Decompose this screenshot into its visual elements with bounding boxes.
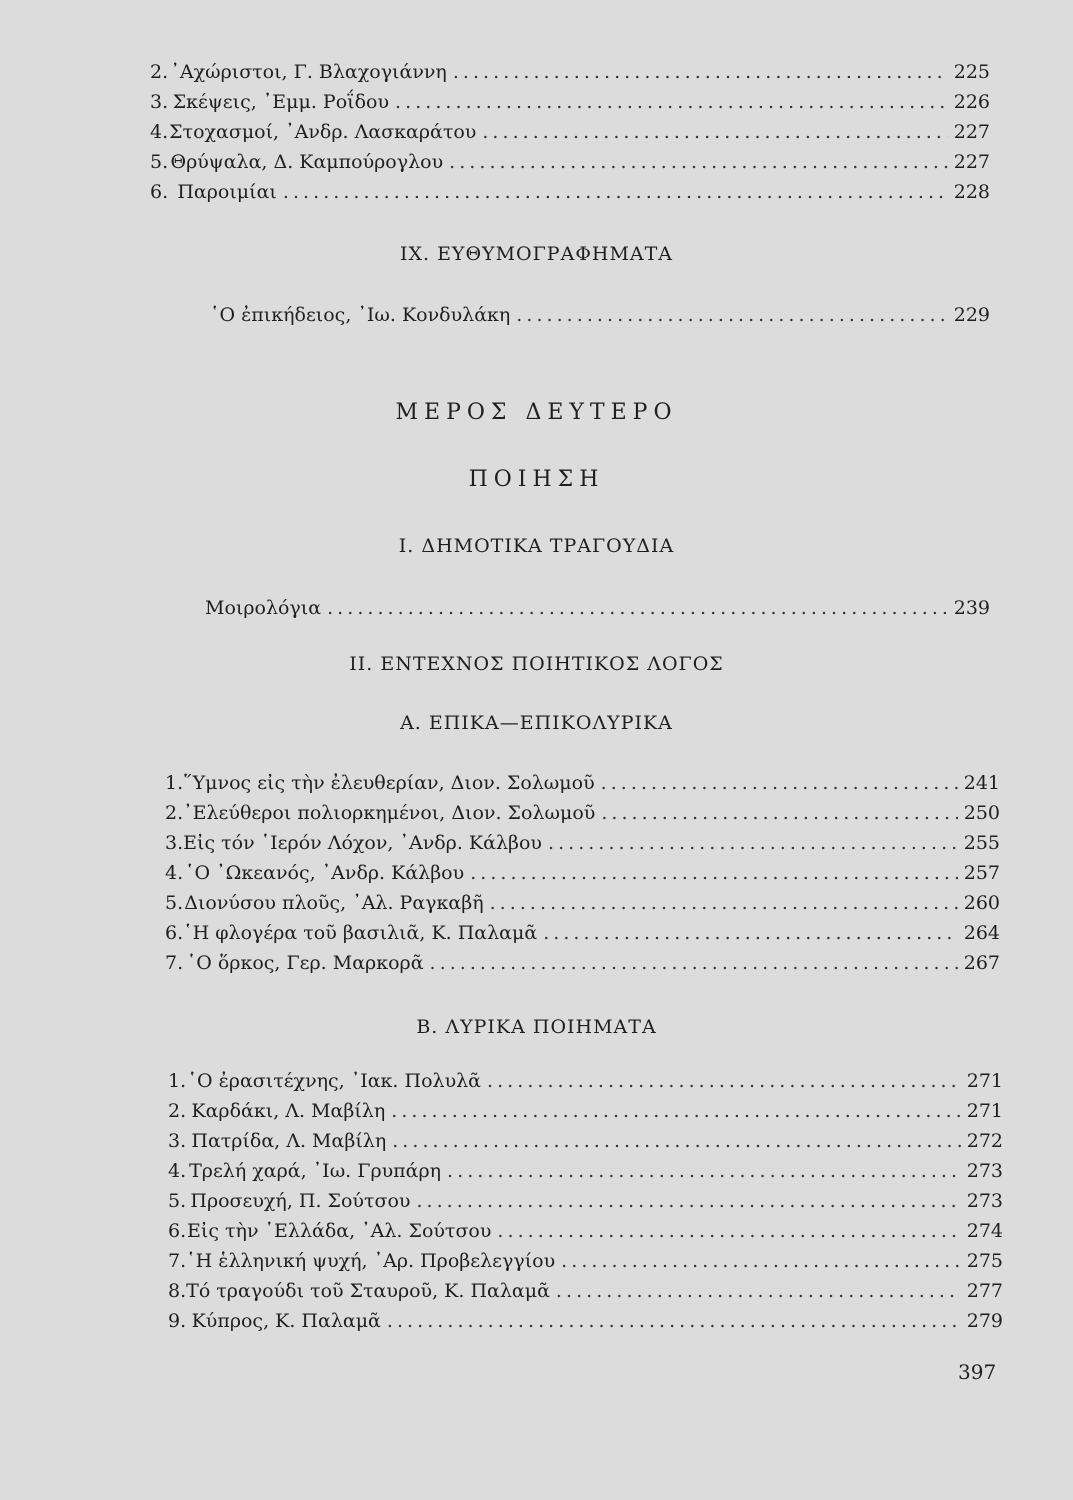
entry-page: 277 (966, 1280, 1003, 1302)
toc-entry (210, 303, 990, 327)
entry-number: 3. (150, 91, 169, 113)
leader-dots (548, 831, 958, 855)
toc-entry (168, 1129, 1003, 1153)
entry-number: 2. (168, 1100, 187, 1122)
entry-title: Εἰς τὴν ῾Ελλάδα, ᾿Αλ. Σούτσου (187, 1220, 492, 1242)
entry-title: ᾿Αχώριστοι, Γ. Βλαχογιάννη (170, 61, 447, 83)
entry-title: ῾Ο ᾿Ωκεανός, ᾿Ανδρ. Κάλβου (185, 862, 465, 884)
toc-entry (165, 861, 1000, 885)
leader-dots (283, 180, 948, 204)
entry-title: ῾Ο ὅρκος, Γερ. Μαρκορᾶ (186, 952, 424, 974)
entry-page: 226 (953, 91, 990, 113)
entry-title: ῾Ο ἐπικήδειος, ᾿Ιω. Κονδυλάκη (210, 304, 511, 326)
toc-entry (168, 1069, 1003, 1093)
entry-title: Θρύψαλα, Δ. Καμπούρογλου (170, 151, 444, 173)
toc-entry (168, 1249, 1003, 1273)
entry-title: Τρελή χαρά, ᾿Ιω. Γρυπάρη (189, 1160, 442, 1182)
entry-page: 227 (953, 151, 990, 173)
entry-page: 228 (953, 181, 990, 203)
entry-number: 7. (168, 1250, 187, 1272)
subsection-heading-a: Α. ΕΠΙΚΑ—ΕΠΙΚΟΛΥΡΙΚΑ (400, 712, 673, 734)
entry-page: 264 (963, 922, 1000, 944)
leader-dots (601, 801, 957, 825)
entry-title: ῾Η φλογέρα τοῦ βασιλιᾶ, Κ. Παλαμᾶ (183, 922, 538, 944)
entry-number: 3. (165, 832, 184, 854)
toc-entry (165, 831, 1000, 855)
entry-page: 257 (963, 862, 1000, 884)
entry-title: ῾Η ἑλληνική ψυχή, ᾿Αρ. Προβελεγγίου (186, 1250, 556, 1272)
entry-page: 271 (966, 1100, 1003, 1122)
entry-title: Στοχασμοί, ᾿Ανδρ. Λασκαράτου (169, 121, 477, 143)
entry-page: 272 (966, 1130, 1003, 1152)
entry-number: 7. (165, 952, 184, 974)
entry-page: 271 (966, 1070, 1003, 1092)
section-heading-i: I. ΔΗΜΟΤΙΚΑ ΤΡΑΓΟΥΔΙΑ (398, 535, 675, 557)
leader-dots (327, 596, 948, 620)
entry-page: 273 (966, 1160, 1003, 1182)
leader-dots (470, 861, 958, 885)
toc-entry (165, 951, 1000, 975)
leader-dots (453, 60, 948, 84)
entry-number: 4. (150, 121, 169, 143)
entry-page: 250 (963, 802, 1000, 824)
leader-dots (387, 1309, 961, 1333)
toc-entry (168, 1099, 1003, 1123)
subsection-heading-b: Β. ΛΥΡΙΚΑ ΠΟΙΗΜΑΤΑ (416, 1016, 657, 1038)
entry-page: 239 (953, 597, 990, 619)
leader-dots (449, 150, 948, 174)
toc-entry (168, 1189, 1003, 1213)
entry-page: 267 (963, 952, 1000, 974)
leader-dots (556, 1279, 961, 1303)
entry-number: 8. (168, 1280, 187, 1302)
entry-page: 273 (966, 1190, 1003, 1212)
part-title: ΜΕΡΟΣ ΔΕΥΤΕΡΟ (395, 400, 678, 425)
leader-dots (416, 1189, 960, 1213)
poetry-title: ΠΟΙΗΣΗ (468, 467, 605, 492)
leader-dots (392, 1129, 961, 1153)
leader-dots (391, 1099, 961, 1123)
entry-number: 9. (168, 1310, 187, 1332)
entry-number: 5. (168, 1190, 187, 1212)
entry-number: 4. (168, 1160, 187, 1182)
entry-title: Καρδάκι, Λ. Μαβίλη (191, 1100, 386, 1122)
entry-number: 1. (168, 1070, 187, 1092)
leader-dots (516, 303, 947, 327)
entry-title: ῾Ο ἐρασιτέχνης, ᾿Ιακ. Πολυλᾶ (187, 1070, 481, 1092)
entry-page: 255 (963, 832, 1000, 854)
entry-page: 241 (963, 772, 1000, 794)
entry-number: 6. (165, 922, 184, 944)
entry-title: Παροιμίαι (177, 181, 277, 203)
entry-page: 225 (953, 61, 990, 83)
leader-dots (543, 921, 958, 945)
entry-page: 229 (953, 304, 990, 326)
entry-title: Κύπρος, Κ. Παλαμᾶ (191, 1310, 381, 1332)
entry-page: 279 (966, 1310, 1003, 1332)
entry-number: 6. (150, 181, 169, 203)
toc-entry (150, 180, 990, 204)
entry-number: 2. (150, 61, 169, 83)
toc-entry (168, 1279, 1003, 1303)
entry-page: 274 (966, 1220, 1003, 1242)
leader-dots (430, 951, 958, 975)
leader-dots (490, 891, 958, 915)
toc-entry (150, 90, 990, 114)
toc-entry (150, 120, 990, 144)
entry-number: 2. (165, 802, 184, 824)
leader-dots (497, 1219, 960, 1243)
entry-title: Προσευχή, Π. Σούτσου (190, 1190, 411, 1212)
toc-entry (168, 1219, 1003, 1243)
section-heading-ix: IX. ΕΥΘΥΜΟΓΡΑΦΗΜΑΤΑ (399, 243, 674, 265)
entry-title: ῞Υμνος εἰς τὴν ἐλευθερίαν, Διον. Σολωμοῦ (183, 772, 595, 794)
toc-entry (165, 771, 1000, 795)
toc-entry (165, 921, 1000, 945)
entry-number: 6. (168, 1220, 187, 1242)
leader-dots (601, 771, 958, 795)
entry-title: Σκέψεις, ᾿Εμμ. Ροΐδου (172, 91, 390, 113)
entry-title: Τό τραγούδι τοῦ Σταυροῦ, Κ. Παλαμᾶ (186, 1280, 550, 1302)
entry-number: 3. (168, 1130, 187, 1152)
entry-title: Πατρίδα, Λ. Μαβίλη (191, 1130, 387, 1152)
toc-entry (168, 1309, 1003, 1333)
entry-number: 1. (165, 772, 184, 794)
toc-entry (165, 891, 1000, 915)
leader-dots (482, 120, 947, 144)
toc-entry (150, 60, 990, 84)
entry-title: Εἰς τόν ῾Ιερόν Λόχον, ᾿Ανδρ. Κάλβου (183, 832, 542, 854)
entry-page: 260 (963, 892, 1000, 914)
entry-title: ᾿Ελεύθεροι πολιορκημένοι, Διον. Σολωμοῦ (183, 802, 596, 824)
entry-title: Διονύσου πλοῦς, ᾿Αλ. Ραγκαβῆ (184, 892, 484, 914)
toc-entry (205, 596, 990, 620)
toc-entry (150, 150, 990, 174)
leader-dots (447, 1159, 961, 1183)
section-heading-ii: II. ΕΝΤΕΧΝΟΣ ΠΟΙΗΤΙΚΟΣ ΛΟΓΟΣ (349, 653, 724, 675)
entry-page: 227 (953, 121, 990, 143)
toc-entry (165, 801, 1000, 825)
entry-number: 4. (165, 862, 184, 884)
toc-entry (168, 1159, 1003, 1183)
entry-number: 5. (150, 151, 169, 173)
entry-title: Μοιρολόγια (205, 597, 322, 619)
leader-dots (487, 1069, 961, 1093)
leader-dots (561, 1249, 961, 1273)
entry-number: 5. (165, 892, 184, 914)
page-number: 397 (958, 1360, 997, 1384)
leader-dots (395, 90, 948, 114)
entry-page: 275 (966, 1250, 1003, 1272)
